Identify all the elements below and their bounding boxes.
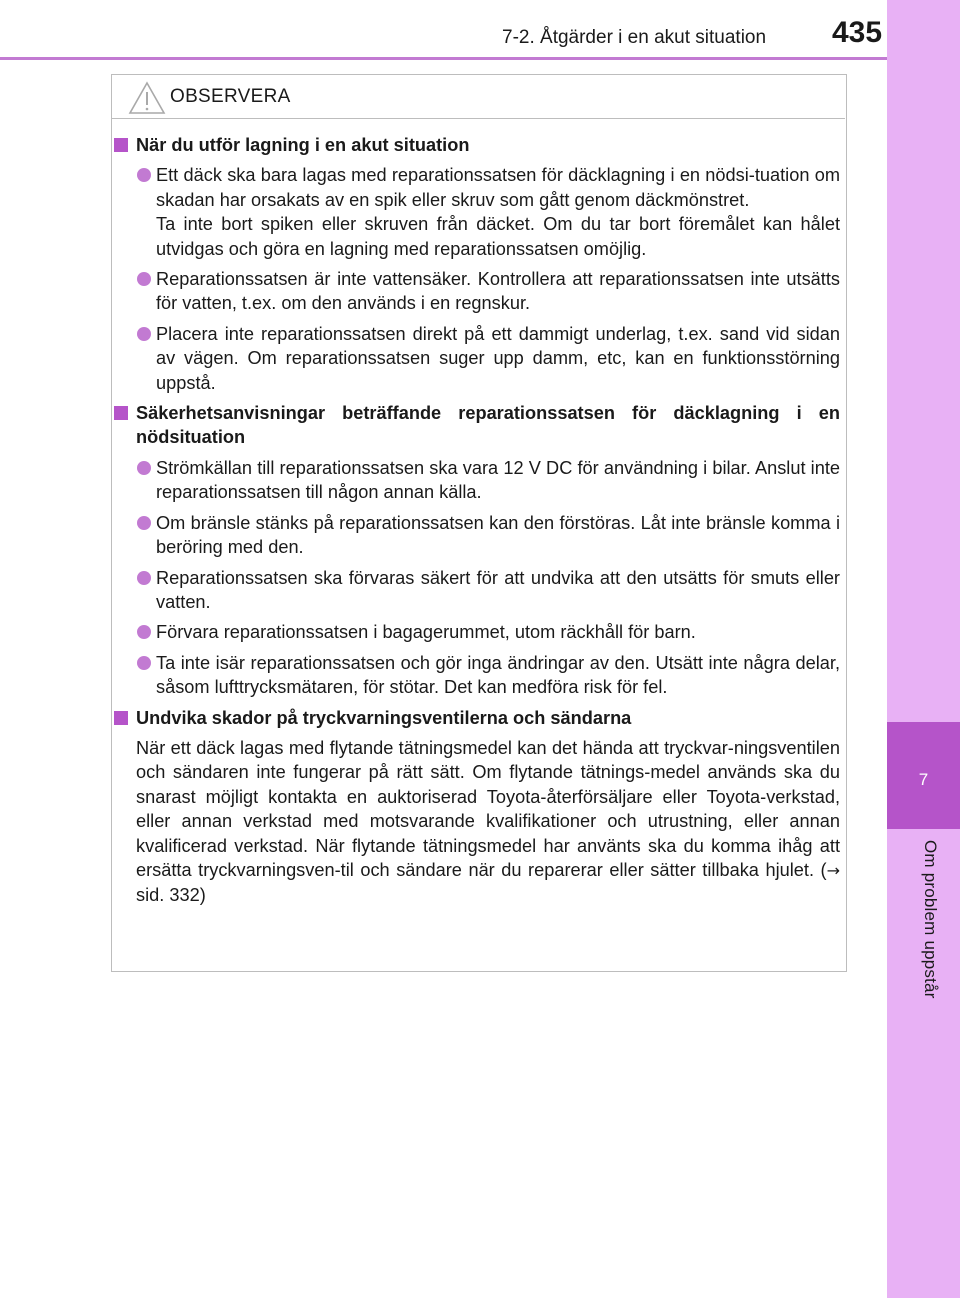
bullet-icon (137, 571, 151, 585)
page-reference-link[interactable]: sid. 332) (136, 885, 206, 906)
caution-section (113, 401, 840, 699)
caution-label: OBSERVERA (170, 86, 291, 107)
section-square-icon (114, 711, 128, 725)
caution-section (113, 706, 840, 908)
item-text: Ta inte bort spiken eller skruven från däcket. Om du tar bort föremålet kan hålet utvidgas och göra en lagning med reparationssatsen omöjlig. (156, 214, 840, 259)
header-rule (0, 57, 887, 60)
section-heading: När du utför lagning i en akut situation (136, 135, 470, 155)
list-item (136, 511, 840, 560)
bullet-icon (137, 272, 151, 286)
item-text: Ta inte isär reparationssatsen och gör inga ändringar av den. Utsätt inte några delar, såsom lufttrycksmätaren, för stötar. Det kan medföra risk för fel. (156, 652, 840, 698)
item-text: Om bränsle stänks på reparationssatsen kan den förstöras. Låt inte bränsle komma i beröring med den. (156, 512, 840, 558)
list-item (136, 267, 840, 316)
body-text: När ett däck lagas med flytande tätningsmedel kan det hända att tryckvar-ningsventilen och sändaren inte fungerar på rätt sätt. Om flytande tätnings-medel används ska du snarast möjligt kontakta en auktoriserad Toyota-återförsäljare eller Toyota-verkstad, eller annan verkstad med motsvarande kvalifikationer och utrustning, eller annan kvalificerad verkstad. När flytande tätningsmedel har använts ska du komma ihåg att ersätta tryckvarningsven-til och sändare när du reparerar eller sätter tillbaka hjulet. ( (136, 737, 840, 880)
item-text: Ett däck ska bara lagas med reparationssatsen för däcklagning i en nödsi-tuation om skadan har orsakats av en spik eller skruv som gått genom däckmönstret. (156, 165, 840, 210)
bullet-icon (137, 461, 151, 475)
section-square-icon (114, 138, 128, 152)
list-item (136, 163, 840, 261)
page-number: 435 (832, 16, 883, 49)
bullet-icon (137, 656, 151, 670)
section-title: 7-2. Åtgärder i en akut situation (502, 27, 767, 48)
section-heading: Säkerhetsanvisningar beträffande reparationssatsen för däcklagning i en nödsituation (136, 403, 840, 448)
section-heading: Undvika skador på tryckvarningsventilerna och sändarna (136, 707, 632, 728)
section-body (136, 736, 840, 908)
bullet-icon (137, 625, 151, 639)
item-text: Reparationssatsen är inte vattensäker. Kontrollera att reparationssatsen inte utsätts för vatten, t.ex. om den används i en regnskur. (156, 269, 840, 314)
chapter-tab (887, 722, 960, 829)
list-item (136, 322, 840, 395)
bullet-icon (137, 168, 151, 182)
item-text: Reparationssatsen ska förvaras säkert för att undvika att den utsätts för smuts eller vatten. (156, 567, 840, 612)
bullet-icon (137, 327, 151, 341)
caution-header (112, 75, 845, 119)
chapter-number: 7 (918, 770, 929, 789)
chapter-title: Om problem uppstår (921, 840, 940, 999)
list-item (136, 566, 840, 615)
bullet-icon (137, 516, 151, 530)
section-square-icon (114, 406, 128, 420)
list-item (136, 620, 840, 644)
list-item (136, 456, 840, 505)
caution-content (113, 133, 840, 914)
warning-triangle-icon (128, 81, 166, 115)
caution-section (113, 133, 840, 395)
list-item (136, 651, 840, 700)
side-tab-strip (887, 0, 960, 1298)
item-text: Strömkällan till reparationssatsen ska vara 12 V DC för användning i bilar. Anslut inte reparationssatsen till någon annan källa. (156, 457, 840, 503)
item-text: Placera inte reparationssatsen direkt på ett dammigt underlag, t.ex. sand vid sidan av vägen. Om reparationssatsen suger upp damm, etc, kan en funktionsstörning uppstå. (156, 323, 840, 393)
arrow-icon: → (826, 860, 840, 880)
item-text: Förvara reparationssatsen i bagagerummet, utom räckhåll för barn. (156, 622, 696, 643)
